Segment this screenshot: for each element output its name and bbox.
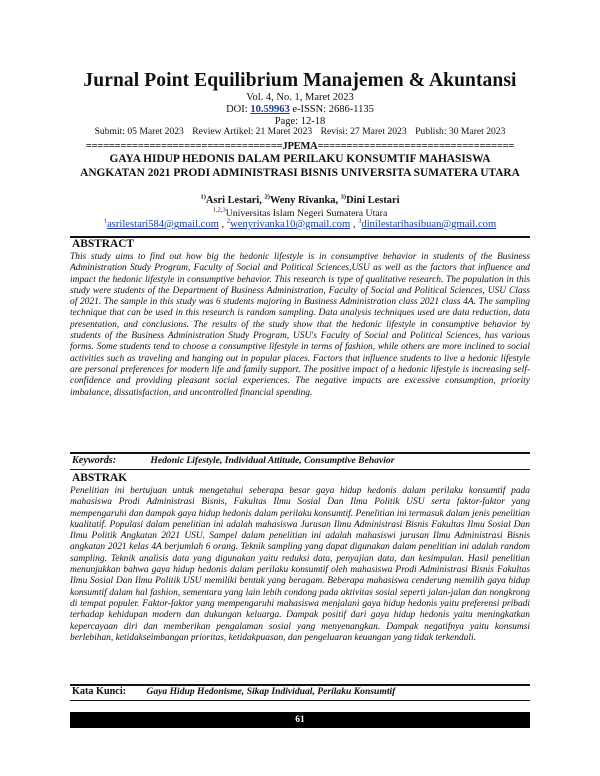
email-separator-2: , <box>350 219 359 230</box>
author-2: Weny Rivanka, <box>269 195 341 206</box>
abstrak-body: Penelitian ini bertujuan untuk mengetahui seberapa besar gaya hidup hedonis dalam perilaku konsumtif pada mahasiswa Prodi Administrasi Bisnis, Fakultas Ilmu Sosial Dan Ilmu Politik USU serta faktor-faktor yang mempengaruhi dan dampak gaya hidup hedonis dalam perilaku konsumtif. Penelitian ini termasuk dalam jenis penelitian kualitatif. Populasi dalam penelitian ini adalah mahasiswa Jurusan Ilmu Administrasi Bisnis Fakultas Ilmu Sosial Dan Ilmu Politik Angkatan 2021 USU. Sampel dalam penelitian ini adalah mahasiswi jurusan Ilmu Administrasi Bisnis angkatan 2021 kelas 4A berjumlah 6 orang. Teknik sampling yang dapat digunakan dalam penelitian ini adalah random sampling. Teknik analisis data yang digunakan yaitu reduksi data, penyajian data, dan kesimpulan. Hasil penelitian menunjukkan bahwa gaya hidup hedonis dalam perilaku konsumtif oleh mahasiswa Prodi Administrasi Bisnis Fakultas Ilmu Sosial Dan Ilmu Politik USU memiliki bentuk yang beragam. Beberapa mahasiswa cenderung memilih gaya hidup konsumtif dalam hal fashion, sementara yang lain lebih condong pada aktivitas sosial seperti jalan-jalan dan nongkrong di tempat populer. Faktor-faktor yang mempengaruhi mahasiswa menjalani gaya hidup hedonis yaitu preferensi pribadi terhadap kehidupan modern dan dukungan keluarga. Dampak positif dari gaya hidup hedonis yaitu meningkatkan kepercayaan diri dan memberikan pengalaman sosial yang menyenangkan. Dampak negatifnya yaitu konsumsi berlebihan, ketidakseimbangan prioritas, ketidakpuasan, dan pengeluaran keuangan yang tidak terkendali. <box>70 486 530 643</box>
kata-kunci-label: Kata Kunci: <box>72 686 127 697</box>
author-1-sup: 1) <box>200 193 206 201</box>
abstrak-top-rule <box>70 469 530 470</box>
submission-dates <box>0 126 600 137</box>
doi-line <box>0 104 600 116</box>
email-3-sup: 3 <box>358 217 362 225</box>
abstract-body: This study aims to find out how big the hedonic lifestyle is in consumptive behavior in students of the Business Administration Study Program, Faculty of Social and Political Sciences,USU as well as the factors that influence and impact the hedonic lifestyle in consumptive behavior. This research is type of qualitative research. The population in this study were students of the Department of Business Administration, Faculty of Social and Political Sciences, USU Class of 2021. The sample in this study was 6 students majoring in Business Administration class 2021 class 4A. The sampling technique that can be used in this research is random sampling. Data analysis techniques used are data reduction, data presentation, and conclusions. The results of the study show that the hedonic lifestyle in consumptive behavior by students of the Business Administration Study Program, USU's Faculty of Social and Political Sciences, has various forms. Some students tend to choose a consumptive lifestyle in terms of fashion, while others are more inclined to social activities such as traveling and hanging out in popular places. Factors that influence students to live a hedonic lifestyle are personal preferences for modern life and family support. The positive impact of a hedonic lifestyle is increasing self-confidence and providing pleasant social experiences. The negative impacts are excessive consumption, priority imbalance, dissatisfaction, and uncontrolled financial spending. <box>70 252 530 398</box>
abstract-heading: ABSTRACT <box>72 238 135 250</box>
page-number: 61 <box>295 715 305 725</box>
email-2-link[interactable]: wenyrivanka10@gmail.com <box>230 219 351 230</box>
journal-title: Jurnal Point Equilibrium Manajemen & Akuntansi <box>83 70 517 91</box>
author-1: Asri Lestari, <box>205 195 265 206</box>
page-number-bar <box>70 712 530 728</box>
email-1-sup: 1 <box>103 217 108 225</box>
author-3: Dini Lestari <box>346 195 400 206</box>
eissn: e-ISSN: 2686-1135 <box>292 104 374 115</box>
submit-date: Submit: 05 Maret 2023 <box>94 126 184 137</box>
page-range: Page: 12-18 <box>274 116 326 127</box>
journal-separator: ==================================JPEMA================================== <box>85 141 515 152</box>
affiliation <box>0 208 600 219</box>
email-3-link[interactable]: dinilestarihasibuan@gmail.com <box>361 219 497 230</box>
author-3-sup: 3) <box>340 193 347 201</box>
affiliation-text: Universitas Islam Negeri Sumatera Utara <box>225 208 388 219</box>
email-1-link[interactable]: asrilestari584@gmail.com <box>107 219 219 230</box>
doi-link[interactable]: 10.59963 <box>250 104 290 115</box>
abstrak-heading: ABSTRAK <box>72 472 128 484</box>
publish-date: Publish: 30 Maret 2023 <box>415 126 506 137</box>
abstract-top-rule <box>70 236 530 238</box>
volume-line: Vol. 4, No. 1, Maret 2023 <box>246 92 354 103</box>
kata-kunci-bottom-rule <box>70 700 530 701</box>
keywords-row <box>72 455 528 466</box>
revision-date: Revisi: 27 Maret 2023 <box>320 126 407 137</box>
author-emails <box>0 219 600 230</box>
author-list <box>0 195 600 206</box>
email-separator-1: , <box>218 219 227 230</box>
doi-label: DOI: <box>226 104 248 115</box>
keywords-text: Hedonic Lifestyle, Individual Attitude, Consumptive Behavior <box>150 455 395 466</box>
author-2-sup: 2) <box>264 193 270 201</box>
email-2-sup: 2 <box>226 217 231 225</box>
article-title: GAYA HIDUP HEDONIS DALAM PERILAKU KONSUMTIF MAHASISWA ANGKATAN 2021 PRODI ADMINISTRASI BISNIS UNIVERSITA SUMATERA UTARA <box>80 153 520 179</box>
kata-kunci-text: Gaya Hidup Hedonisme, Sikap Individual, Perilaku Konsumtif <box>146 686 396 697</box>
review-date: Review Artikel: 21 Maret 2023 <box>192 126 313 137</box>
keywords-label: Keywords: <box>72 455 117 466</box>
affiliation-sup: 1,2,3 <box>212 206 226 214</box>
keywords-top-rule <box>70 452 530 454</box>
kata-kunci-row <box>72 686 528 697</box>
